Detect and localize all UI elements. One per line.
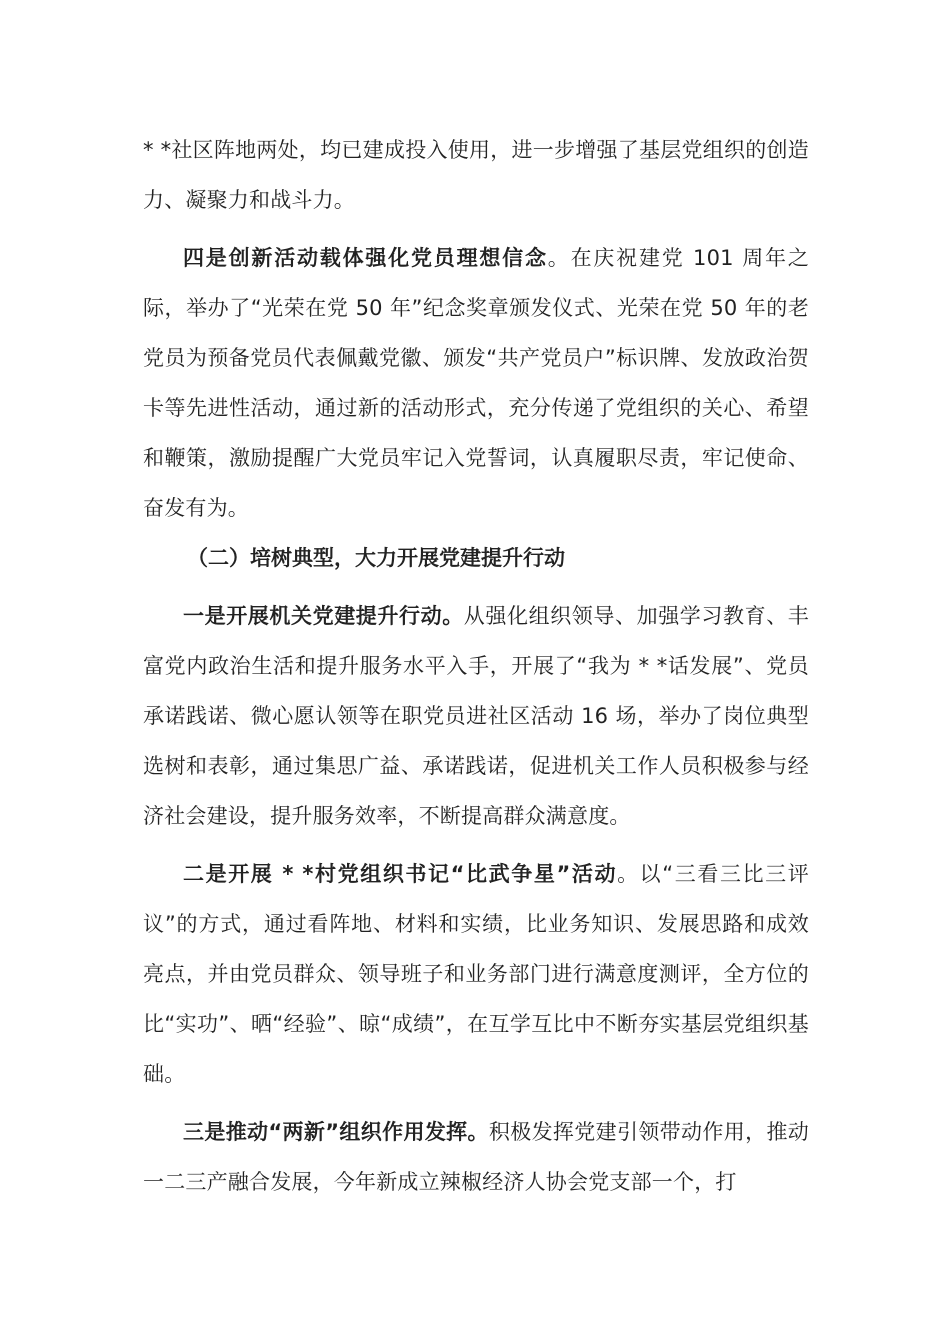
section-heading: （二）培树典型，大力开展党建提升行动 xyxy=(187,546,565,570)
paragraph-text: 。以“三看三比三评议”的方式，通过看阵地、材料和实绩，比业务知识、发展思路和成效亮点，并由党员群众、领导班子和业务部门进行满意度测评，全方位的比“实功”、晒“经验”、晾“成绩”，在互学互比中不断夯实基层党组织基础。 xyxy=(143,862,809,1086)
paragraph-lead: 二是开展 * *村党组织书记“比武争星”活动 xyxy=(183,862,618,886)
paragraph-point-one xyxy=(143,591,809,841)
paragraph-point-two xyxy=(143,849,809,1099)
paragraph-text: 。在庆祝建党 101 周年之际，举办了“光荣在党 50 年”纪念奖章颁发仪式、光荣在党 50 年的老党员为预备党员代表佩戴党徽、颁发“共产党员户”标识牌、发放政治贺卡等先进性活动，通过新的活动形式，充分传递了党组织的关心、希望和鞭策，激励提醒广大党员牢记入党誓词，认真履职尽责，牢记使命、奋发有为。 xyxy=(143,246,809,520)
paragraph-point-three xyxy=(143,1107,809,1207)
paragraph-point-four xyxy=(143,233,809,533)
paragraph-text: * *社区阵地两处，均已建成投入使用，进一步增强了基层党组织的创造力、凝聚力和战斗力。 xyxy=(143,138,809,212)
paragraph-lead: 四是创新活动载体强化党员理想信念 xyxy=(183,246,548,270)
paragraph-text: 积极发挥党建引领带动作用，推动一二三产融合发展，今年新成立辣椒经济人协会党支部一个，打 xyxy=(143,1120,809,1194)
document-page xyxy=(143,125,809,1207)
paragraph-text: 从强化组织领导、加强学习教育、丰富党内政治生活和提升服务水平入手，开展了“我为 * *话发展”、党员承诺践诺、微心愿认领等在职党员进社区活动 16 场，举办了岗位典型选树和表彰，通过集思广益、承诺践诺，促进机关工作人员积极参与经济社会建设，提升服务效率，不断提高群众满意度。 xyxy=(143,604,809,828)
paragraph-lead: 一是开展机关党建提升行动。 xyxy=(183,604,464,628)
paragraph-continuation xyxy=(143,125,809,225)
paragraph-lead: 三是推动“两新”组织作用发挥。 xyxy=(183,1120,489,1144)
